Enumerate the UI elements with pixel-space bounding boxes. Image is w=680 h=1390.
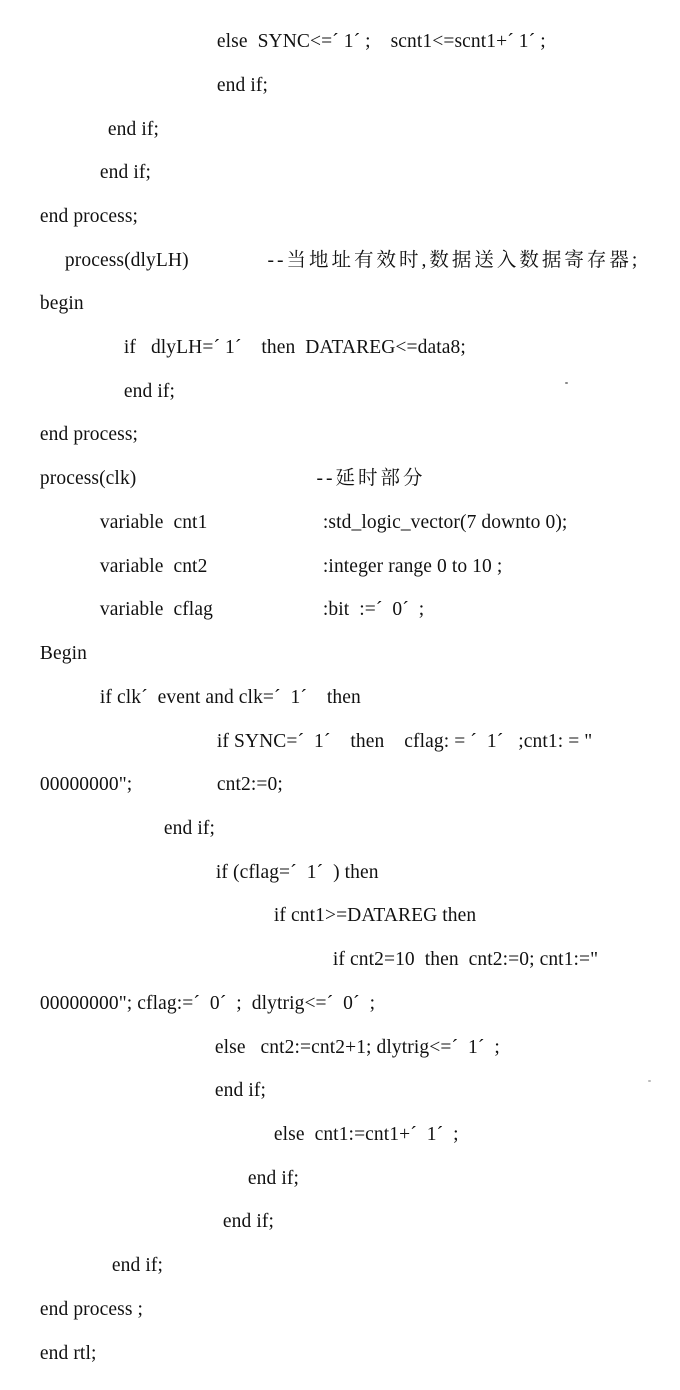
code-text: end if; (99, 162, 151, 183)
code-text: end if; (107, 119, 159, 140)
code-text: end if; (222, 1211, 274, 1232)
code-line (20, 268, 84, 340)
code-line (80, 574, 213, 646)
code-text: end if; (216, 75, 268, 96)
code-line (20, 1318, 96, 1390)
code-text: end process; (39, 206, 139, 227)
code-line (197, 50, 268, 122)
code-text: else cnt1:=cnt1+´ 1´ ; (273, 1124, 459, 1145)
code-text: process(dlyLH) (64, 250, 189, 271)
code-line (203, 1186, 274, 1258)
comment-text: --当地址有效时,数据送入数据寄存器; (267, 250, 641, 271)
code-text: end if; (163, 818, 215, 839)
code-text: else SYNC<=´ 1´ ; scnt1<=scnt1+´ 1´ ; (216, 31, 546, 52)
code-comment (236, 225, 640, 297)
code-text: :bit :=´ 0´ ; (322, 599, 425, 620)
code-text: begin (39, 293, 84, 314)
code-text: Begin (39, 643, 87, 664)
code-text: process(clk) (39, 468, 137, 489)
code-text: if clk´ event and clk=´ 1´ then (99, 687, 361, 708)
code-text: variable cflag (99, 599, 213, 620)
code-text: variable cnt1 (99, 512, 208, 533)
code-text: if (cflag=´ 1´ ) then (215, 862, 379, 883)
code-text: end process ; (39, 1299, 144, 1320)
code-text: if SYNC=´ 1´ then cflag: = ´ 1´ ;cnt1: = " (216, 731, 593, 752)
comment-text: --延时部分 (316, 468, 426, 489)
code-text: end process; (39, 424, 139, 445)
scan-speck (565, 382, 568, 384)
code-text: 00000000"; cflag:=´ 0´ ; dlytrig<=´ 0´ ; (39, 993, 376, 1014)
code-text: if dlyLH=´ 1´ then DATAREG<=data8; (123, 337, 466, 358)
code-text: end if; (111, 1255, 163, 1276)
code-text: :integer range 0 to 10 ; (322, 556, 503, 577)
code-line (303, 574, 424, 646)
code-line (20, 749, 132, 821)
code-text: end if; (123, 381, 175, 402)
code-text: cnt2:=0; (216, 774, 283, 795)
code-text: :std_logic_vector(7 downto 0); (322, 512, 568, 533)
code-text: end if; (214, 1080, 266, 1101)
code-text: else cnt2:=cnt2+1; dlytrig<=´ 1´ ; (214, 1037, 500, 1058)
code-text: end rtl; (39, 1343, 97, 1364)
code-text: if cnt1>=DATAREG then (273, 905, 477, 926)
code-text: variable cnt2 (99, 556, 208, 577)
code-text: end if; (247, 1168, 299, 1189)
scan-speck (648, 1080, 651, 1082)
code-text: if cnt2=10 then cnt2:=0; cnt1:=" (332, 949, 599, 970)
code-line (20, 618, 87, 690)
code-text: 00000000"; (39, 774, 133, 795)
